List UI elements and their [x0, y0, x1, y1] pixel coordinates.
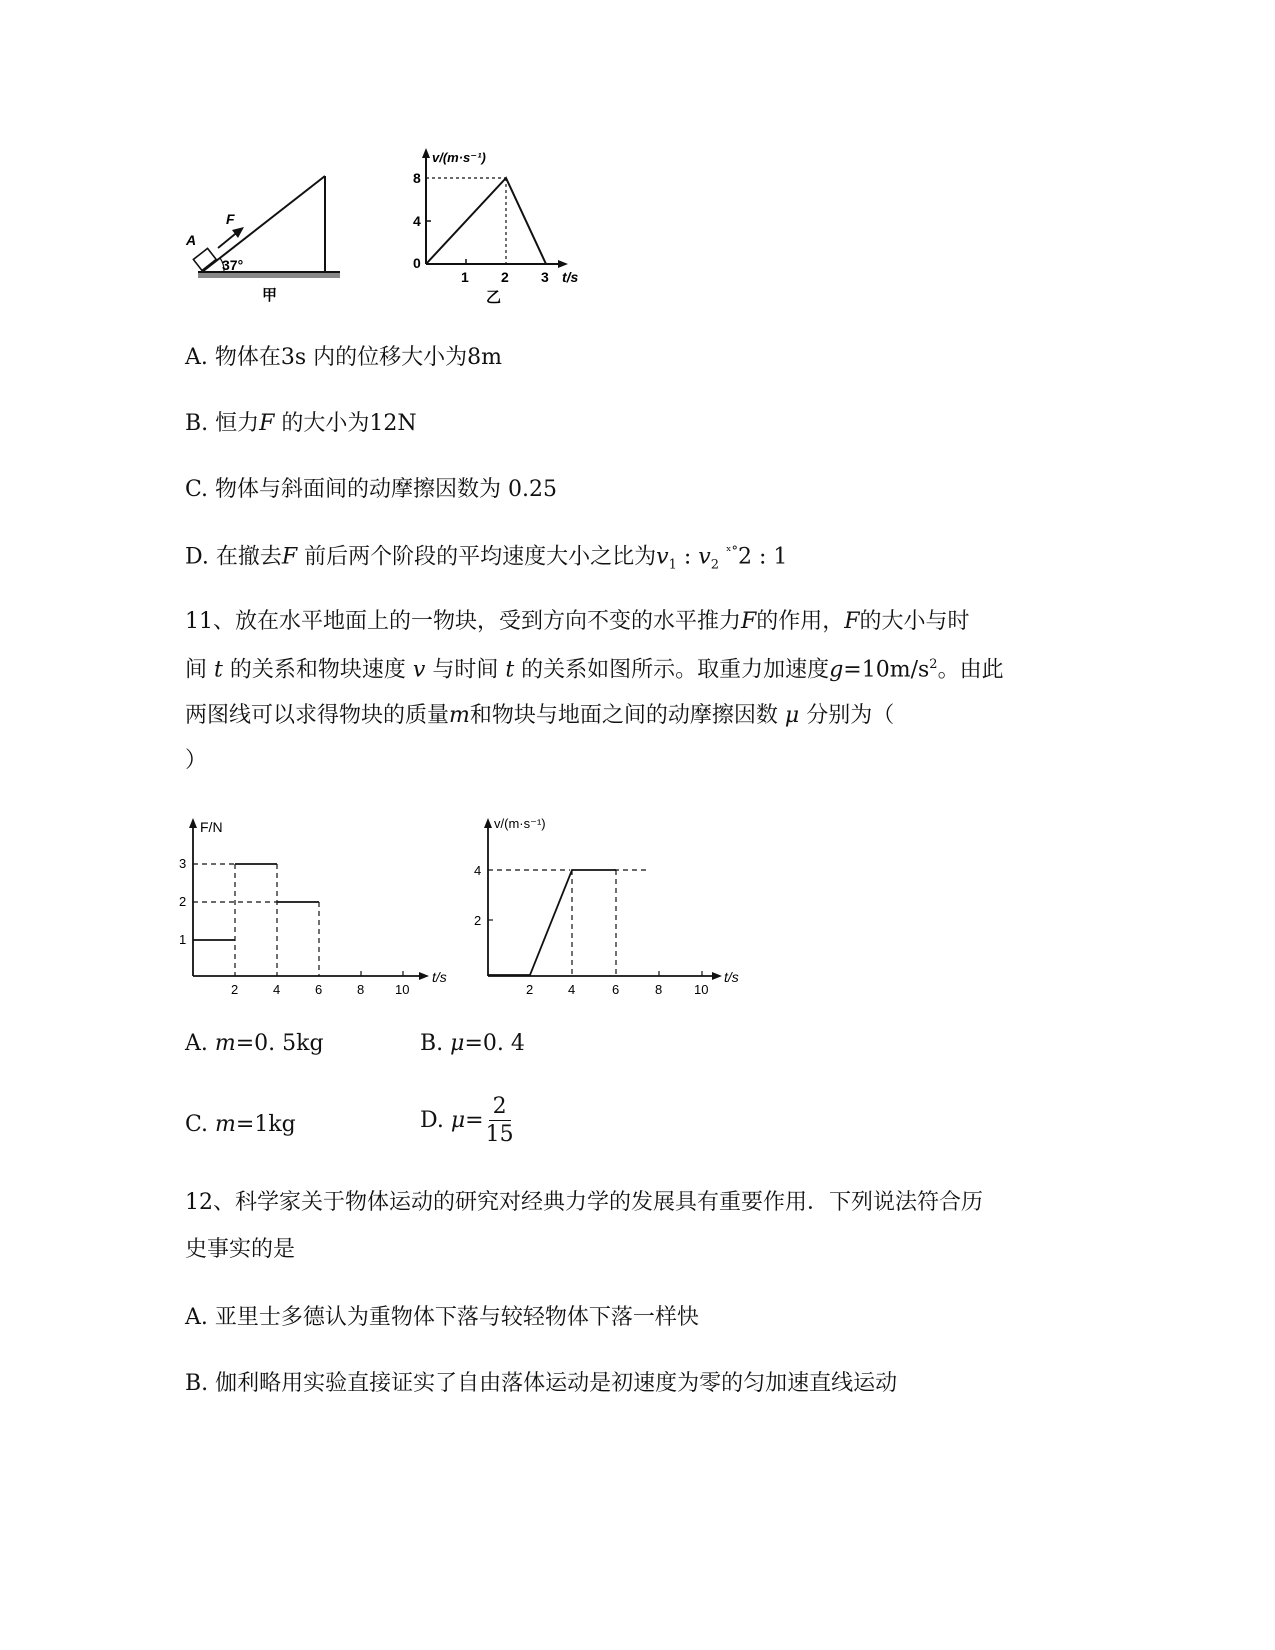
q11-option-b: B. μ=0. 4: [420, 1031, 525, 1056]
x-axis-label: t/s: [562, 269, 579, 285]
q11-option-c: C. m=1kg: [185, 1112, 296, 1137]
x-axis-arrow: [558, 260, 568, 268]
label-a: A: [186, 232, 197, 248]
q12-stem-line-2: 史事实的是: [185, 1237, 296, 1262]
caption-jia: 甲: [262, 287, 278, 304]
angle-label: 37°: [222, 257, 244, 273]
q11-stem-line-2: 间 t 的关系和物块速度 v 与时间 t 的关系如图所示。取重力加速度$g=10m/s^2$。由此: [185, 657, 1004, 683]
vt2-x-tick-10: 10: [694, 982, 709, 997]
ft-x-label: t/s: [432, 969, 447, 985]
q10-option-b: B. 恒力F 的大小为12N: [185, 411, 417, 436]
vt2-x-axis-arrow: [712, 972, 722, 980]
x-tick-3: 3: [541, 269, 549, 285]
y-axis-label: v/(m·s⁻¹): [432, 150, 486, 165]
q11-stem-line-3: 两图线可以求得物块的质量m和物块与地面之间的动摩擦因数 μ 分别为（: [185, 703, 895, 728]
fraction: $\frac{2}{15}$: [485, 1094, 514, 1147]
vt2-y-axis-arrow: [484, 818, 492, 828]
q11-stem-line-1: 11、放在水平地面上的一物块，受到方向不变的水平推力F的作用，F的大小与时: [185, 609, 970, 634]
force-arrow-head: [232, 227, 244, 238]
q11-option-a: A. m=0. 5kg: [185, 1031, 324, 1056]
ft-y-tick-1: 1: [179, 932, 187, 947]
q11-option-d: D. μ= $\frac{2}{15}$: [420, 1094, 514, 1147]
vt2-x-tick-4: 4: [568, 982, 576, 997]
label-f: F: [226, 211, 235, 227]
vt-graph-2: [474, 816, 739, 997]
q12-stem-line-1: 12、科学家关于物体运动的研究对经典力学的发展具有重要作用．下列说法符合历: [185, 1190, 983, 1215]
ft-x-tick-10: 10: [395, 982, 410, 997]
velocity-line: [426, 178, 546, 264]
incline-diagram-jia: [185, 176, 340, 304]
incline-surface: [202, 176, 325, 272]
vt2-y-label: v/(m·s⁻¹): [494, 816, 546, 831]
q12-option-b: B. 伽利略用实验直接证实了自由落体运动是初速度为零的匀加速直线运动: [185, 1371, 898, 1396]
vt2-x-tick-6: 6: [612, 982, 620, 997]
ft-y-label: F/N: [200, 819, 223, 835]
ft-y-tick-3: 3: [179, 856, 187, 871]
ft-x-axis-arrow: [419, 972, 429, 980]
vt2-x-tick-8: 8: [655, 982, 663, 997]
x-tick-2: 2: [501, 269, 509, 285]
ft-x-tick-6: 6: [315, 982, 323, 997]
vt2-y-tick-4: 4: [474, 863, 482, 878]
vt-graph-yi: [413, 148, 579, 306]
vt2-velocity-line: [488, 870, 616, 975]
y-axis-arrow: [422, 148, 430, 158]
y-tick-4: 4: [413, 213, 421, 229]
caption-yi: 乙: [486, 289, 502, 306]
ft-y-tick-2: 2: [179, 894, 187, 909]
q10-option-d: D. 在撤去F 前后两个阶段的平均速度大小之比为$v_1$ : $v_2$ $^{ˣ^\circ}$2 : 1: [185, 544, 788, 573]
figure-ft-and-vt-graphs: [178, 810, 758, 1000]
vt2-y-tick-2: 2: [474, 913, 482, 928]
vt2-x-tick-2: 2: [526, 982, 534, 997]
vt2-x-label: t/s: [724, 969, 739, 985]
block-a: [193, 248, 216, 270]
q10-option-a: A. 物体在3s 内的位移大小为8m: [185, 345, 503, 370]
y-tick-8: 8: [413, 170, 421, 186]
ft-x-tick-8: 8: [357, 982, 365, 997]
q12-option-a: A. 亚里士多德认为重物体下落与较轻物体下落一样快: [185, 1305, 699, 1330]
ft-graph: [179, 818, 447, 997]
figure-incline-and-vt-graph: [180, 140, 600, 315]
q10-option-c: C. 物体与斜面间的动摩擦因数为 0.25: [185, 477, 558, 502]
x-tick-1: 1: [461, 269, 469, 285]
ft-x-tick-2: 2: [231, 982, 239, 997]
y-tick-0: 0: [413, 255, 421, 271]
ft-x-tick-4: 4: [273, 982, 281, 997]
q11-stem-line-4: ）: [185, 748, 208, 773]
ft-y-axis-arrow: [189, 818, 197, 828]
